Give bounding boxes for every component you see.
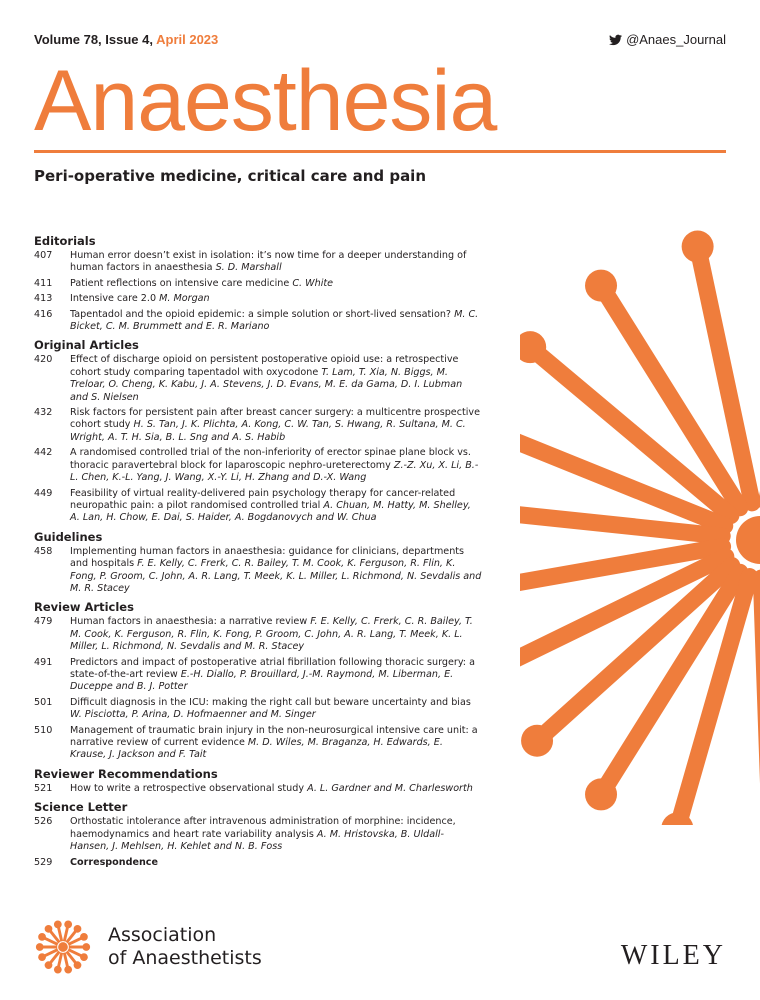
toc-page-number: 416 [34, 308, 53, 320]
logo-dot [45, 925, 53, 933]
toc-article-authors: C. White [292, 277, 334, 289]
toc-entry[interactable] [34, 697, 482, 722]
toc-page-number: 521 [34, 782, 53, 794]
toc-page-number: 510 [34, 724, 53, 736]
association-logo [32, 916, 262, 978]
toc-article-title: Predictors and impact of postoperative atrial fibrillation following thoracic surgery: a state-of-the-art review [70, 656, 475, 680]
publisher-logo: WILEY [620, 940, 726, 971]
toc-entry[interactable] [34, 616, 482, 653]
toc-correspondence[interactable] [34, 857, 482, 869]
toc-entry[interactable] [34, 488, 482, 525]
toc-entry[interactable] [34, 250, 482, 275]
logo-dot [80, 933, 88, 941]
logo-dot [82, 943, 90, 951]
toc-entry[interactable] [34, 278, 482, 290]
toc-article-authors: M. Morgan [159, 293, 210, 305]
toc-article-title: Implementing human factors in anaesthesia: guidance for clinicians, departments and hospitals [70, 545, 465, 570]
toc-page-number: 501 [34, 696, 53, 708]
toc-page-number: 449 [34, 487, 53, 499]
logo-dot [80, 953, 88, 961]
starburst-dot [682, 231, 714, 263]
toc-section-heading: Review Articles [34, 600, 134, 615]
toc-article-authors: A. Chuan, M. Hatty, M. Shelley, A. Lan, H. Chow, E. Dai, S. Haider, A. Bogdanovych and W. Chua [70, 499, 471, 524]
starburst-dot [754, 824, 760, 825]
toc-section-heading: Editorials [34, 234, 96, 248]
toc-entry[interactable] [34, 293, 482, 305]
association-logo-icon [32, 916, 94, 978]
toc-page-number: 413 [34, 293, 53, 305]
toc-article-title: Feasibility of virtual reality-delivered pain psychology therapy for cancer-related neuropathic pain: a pilot randomised controlled trial [70, 487, 456, 511]
toc-section [34, 234, 482, 333]
toc-article-authors: F. E. Kelly, C. Frerk, C. R. Bailey, T. M. Cook, K. Ferguson, R. Flin, K. Fong, P. Groom, C. John, A. R. Lang, T. Meek, K. L. Miller, L. Richmond, N. Sevdalis and M. R. Stacey [70, 558, 482, 594]
toc-section [34, 530, 482, 596]
association-name-line1: Association [108, 924, 217, 946]
toc-article-authors: A. L. Gardner and M. Charlesworth [307, 782, 473, 794]
toc-article-title: A randomised controlled trial of the non-inferiority of erector spinae plane block vs. thoracic paravertebral block for laparoscopic nephro-ureterectomy [70, 447, 471, 471]
toc-entry[interactable] [34, 309, 482, 334]
toc-section [34, 800, 482, 853]
twitter-handle-text: @Anaes_Journal [626, 32, 726, 47]
logo-dot [38, 933, 46, 941]
toc-article-authors: M. C. Bicket, C. M. Brummett and E. R. Mariano [70, 308, 479, 333]
toc-article-authors: M. D. Wiles, M. Braganza, H. Edwards, E. Krause, J. Jackson and F. Tait [70, 737, 443, 761]
issue-info [34, 32, 218, 47]
issue-volume: Volume 78, Issue 4, [34, 32, 153, 47]
toc-article-authors: A. M. Hristovska, B. Uldall-Hansen, J. Mehlsen, H. Kehlet and N. B. Foss [70, 828, 444, 853]
toc-article-authors: T. Lam, T. Xia, N. Biggs, M. Treloar, O. Cheng, K. Kabu, J. A. Stevens, J. D. Evans, M. E. da Gama, D. I. Lubman and S. Nielsen [70, 366, 463, 403]
toc-page-number: 442 [34, 447, 53, 459]
toc-section-heading: Reviewer Recommendations [34, 766, 218, 781]
toc-section [34, 600, 482, 761]
toc-entry[interactable] [34, 447, 482, 484]
toc-entry[interactable] [34, 407, 482, 444]
toc-article-title: Tapentadol and the opioid epidemic: a simple solution or short-lived sensation? [70, 308, 451, 320]
starburst-dot [585, 270, 617, 302]
toc-article-title: Human factors in anaesthesia: a narrative review [70, 616, 308, 628]
toc-entry[interactable] [34, 725, 482, 762]
toc-article-title: Difficult diagnosis in the ICU: making the right call but beware uncertainty and bias [70, 696, 471, 708]
toc-page-number: 491 [34, 656, 53, 668]
journal-subtitle: Peri-operative medicine, critical care and pain [34, 167, 427, 185]
toc-article-title: Management of traumatic brain injury in the non-neurosurgical intensive care unit: a narrative review of current evidence [70, 724, 478, 748]
toc-page-number: 529 [34, 857, 53, 869]
logo-dot [54, 920, 62, 928]
toc-article-authors: H. S. Tan, J. K. Plichta, A. Kong, C. W. Tan, S. Hwang, R. Sultana, M. C. Wright, A. T. H. Sia, B. L. Sng and A. S. Habib [70, 419, 466, 443]
toc-article-title: Intensive care 2.0 [70, 293, 157, 305]
logo-dot [54, 966, 62, 974]
toc-entry[interactable] [34, 816, 482, 853]
toc-entry[interactable] [34, 354, 482, 404]
toc-entry[interactable] [34, 657, 482, 694]
toc-article-title: How to write a retrospective observational study [70, 782, 305, 794]
decorative-starburst [520, 205, 760, 825]
toc-page-number: 411 [34, 277, 53, 289]
starburst-dot [585, 778, 617, 810]
toc-section-heading: Guidelines [34, 529, 103, 544]
toc-page-number: 458 [34, 545, 53, 557]
toc-article-title: Risk factors for persistent pain after breast cancer surgery: a multicentre prospective cohort study [70, 407, 480, 431]
logo-dot [36, 943, 44, 951]
toc-section-heading: Original Articles [34, 338, 139, 353]
issue-date: April 2023 [156, 32, 219, 47]
toc-page-number: 479 [34, 616, 53, 628]
toc-correspondence-label: Correspondence [70, 857, 158, 869]
logo-dot [64, 966, 72, 974]
logo-dot [74, 925, 82, 933]
twitter-handle[interactable] [609, 32, 726, 47]
logo-dot [38, 953, 46, 961]
toc-article-authors: E.-H. Diallo, P. Brouillard, J.-M. Raymond, M. Liberman, E. Duceppe and B. J. Potter [70, 668, 454, 693]
starburst-hub [736, 516, 760, 564]
toc-page-number: 420 [34, 354, 53, 366]
starburst-dot [521, 725, 553, 757]
toc-article-authors: S. D. Marshall [215, 262, 282, 274]
association-name-line2: of Anaesthetists [108, 947, 262, 969]
table-of-contents [34, 234, 482, 873]
toc-section [34, 338, 482, 524]
toc-article-authors: F. E. Kelly, C. Frerk, C. R. Bailey, T. M. Cook, K. Ferguson, R. Flin, K. Fong, P. Groom, C. John, A. R. Lang, T. Meek, K. L. Miller, L. Richmond, N. Sevdalis and M. R. Stacey [70, 616, 473, 653]
toc-article-authors: Z.-Z. Xu, X. Li, B.-L. Chen, K.-L. Yang, J. Wang, X.-Y. Li, H. Zhang and D.-X. Wang [70, 459, 479, 484]
toc-page-number: 407 [34, 250, 53, 261]
toc-entry[interactable] [34, 783, 482, 795]
logo-dot [45, 961, 53, 969]
twitter-icon [609, 34, 622, 46]
toc-entry[interactable] [34, 546, 482, 596]
toc-page-number: 432 [34, 407, 53, 419]
title-rule [34, 150, 726, 153]
toc-section [34, 767, 482, 795]
logo-dot [64, 920, 72, 928]
toc-section-heading: Science Letter [34, 800, 128, 815]
toc-article-title: Patient reflections on intensive care medicine [70, 277, 290, 289]
logo-dot [74, 961, 82, 969]
journal-title: Anaesthesia [34, 53, 497, 149]
toc-article-title: Effect of discharge opioid on persistent postoperative opioid use: a retrospective cohort study comparing tapentadol with oxycodone [70, 354, 459, 378]
toc-article-title: Human error doesn’t exist in isolation: it’s now time for a deeper understanding of human factors in anaesthesia [70, 250, 467, 274]
toc-article-authors: W. Pisciotta, P. Arina, D. Hofmaenner and M. Singer [70, 709, 316, 721]
toc-article-title: Orthostatic intolerance after intravenous administration of morphine: incidence, haemodynamics and heart rate variability analysis [70, 816, 456, 840]
toc-page-number: 526 [34, 816, 53, 828]
